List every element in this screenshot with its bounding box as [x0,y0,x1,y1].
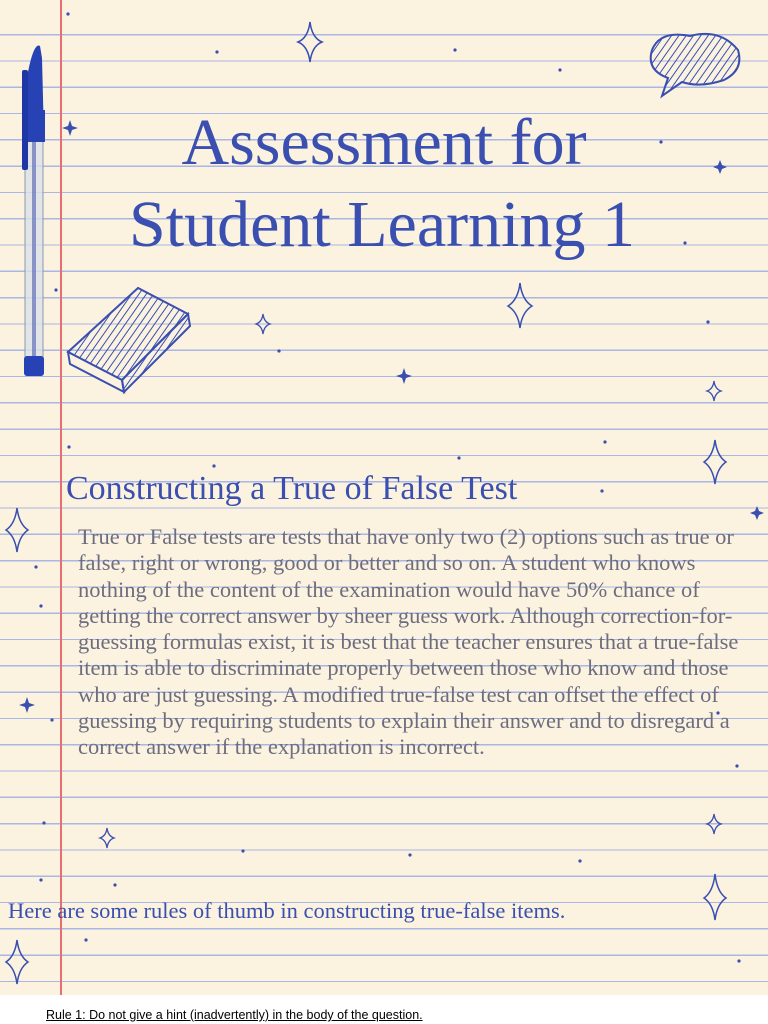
book-icon [68,288,190,392]
page-title-line-2: Student Learning 1 [129,188,635,261]
body-paragraph: True or False tests are tests that have only two (2) options such as true or false, right or wrong, good or better and so on. A student who knows nothing of the content of the examination would have 50% chance of getting the correct answer by sheer guess work. Although correction-for-guessing formulas exist, it is best that the teacher ensures that a true-false item is able to discriminate properly between those who know and those who are just guessing. A modified true-false test can offset the effect of guessing by requiring students to explain their answer and to disregard a correct answer if the explanation is incorrect. [78,524,739,760]
speech-bubble-icon [651,34,740,96]
rule-1-text: Rule 1: Do not give a hint (inadvertently) in the body of the question. [46,1008,423,1022]
section-heading: Constructing a True of False Test [66,470,518,507]
page-title-line-1: Assessment for [181,106,587,179]
rules-intro-text: Here are some rules of thumb in constructing true-false items. [8,898,566,923]
